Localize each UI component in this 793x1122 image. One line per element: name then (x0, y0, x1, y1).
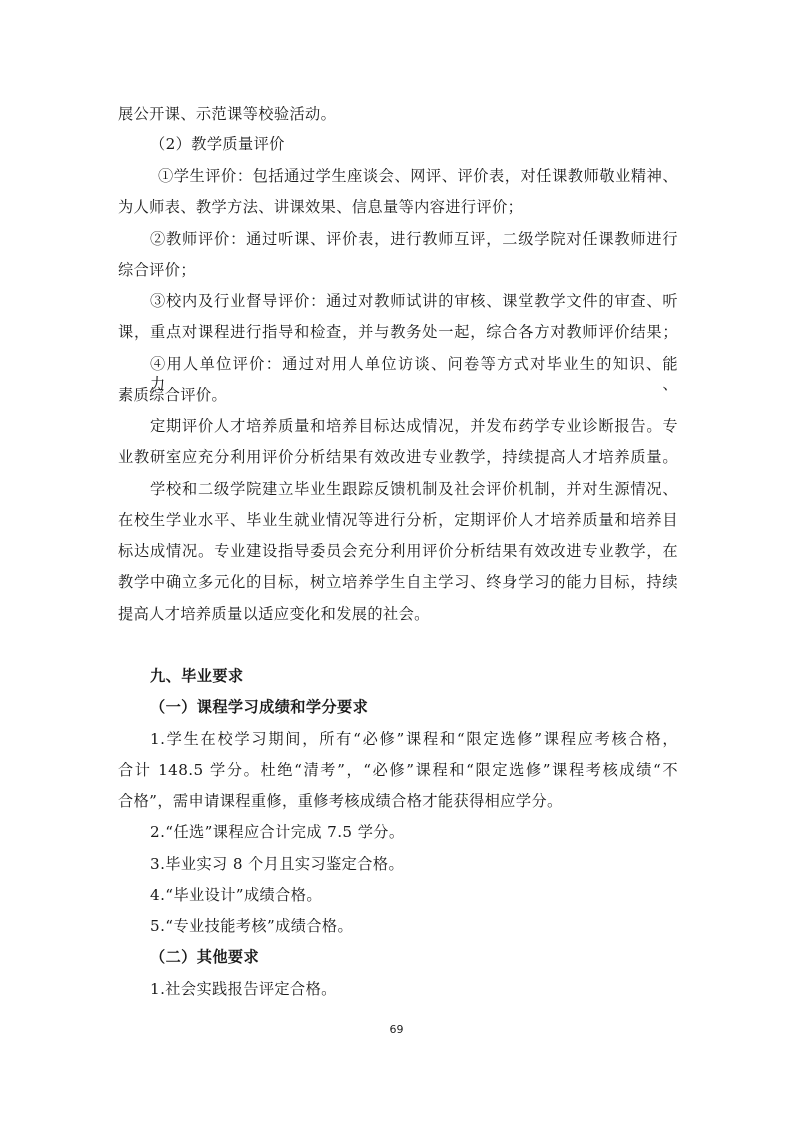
subsection-heading: （二）其他要求 (150, 948, 260, 966)
list-item: 5.“专业技能考核”成绩合格。 (150, 917, 354, 935)
paragraph-line: ②教师评价：通过听课、评价表，进行教师互评，二级学院对任课教师进行 (150, 230, 678, 248)
paragraph-line: ①学生评价：包括通过学生座谈会、网评、评价表，对任课教师敬业精神、 (158, 167, 678, 185)
section-heading: 九、毕业要求 (150, 667, 244, 685)
paragraph-line: 教学中确立多元化的目标，树立培养学生自主学习、终身学习的能力目标，持续 (118, 573, 678, 591)
subsection-heading: （2）教学质量评价 (150, 135, 285, 153)
list-item: 3.毕业实习 8 个月且实习鉴定合格。 (150, 855, 405, 873)
paragraph-line: 素质综合评价。 (118, 386, 228, 404)
paragraph-line: ③校内及行业督导评价：通过对教师试讲的审核、课堂教学文件的审查、听 (150, 292, 678, 310)
paragraph-line: 在校生学业水平、毕业生就业情况等进行分析，定期评价人才培养质量和培养目 (118, 511, 678, 529)
paragraph-line: ④用人单位评价：通过对用人单位访谈、问卷等方式对毕业生的知识、能力、 (150, 355, 678, 393)
list-item: 1.社会实践报告评定合格。 (150, 980, 337, 998)
paragraph-line: 综合评价； (118, 261, 196, 279)
paragraph-line: 业教研室应充分利用评价分析结果有效改进专业教学，持续提高人才培养质量。 (118, 448, 678, 466)
paragraph-line: 合格”，需申请课程重修，重修考核成绩合格才能获得相应学分。 (118, 792, 563, 810)
paragraph-line: 1.学生在校学习期间，所有“必修”课程和“限定选修”课程应考核合格， (150, 730, 678, 748)
list-item: 2.“任选”课程应合计完成 7.5 学分。 (150, 823, 405, 841)
paragraph-line: 定期评价人才培养质量和培养目标达成情况，并发布药学专业诊断报告。专 (150, 417, 678, 435)
subsection-heading: （一）课程学习成绩和学分要求 (150, 698, 369, 716)
paragraph-line: 展公开课、示范课等校验活动。 (118, 105, 337, 123)
paragraph-line: 为人师表、教学方法、讲课效果、信息量等内容进行评价； (118, 198, 524, 216)
page-number: 69 (389, 1023, 404, 1036)
list-item: 4.“毕业设计”成绩合格。 (150, 886, 322, 904)
paragraph-line: 合计 148.5 学分。杜绝“清考”，“必修”课程和“限定选修”课程考核成绩“不 (118, 761, 678, 779)
paragraph-line: 学校和二级学院建立毕业生跟踪反馈机制及社会评价机制，并对生源情况、 (150, 480, 678, 498)
paragraph-line: 课，重点对课程进行指导和检查，并与教务处一起，综合各方对教师评价结果； (118, 323, 678, 341)
paragraph-line: 标达成情况。专业建设指导委员会充分利用评价分析结果有效改进专业教学，在 (118, 542, 678, 560)
paragraph-line: 提高人才培养质量以适应变化和发展的社会。 (118, 605, 430, 623)
